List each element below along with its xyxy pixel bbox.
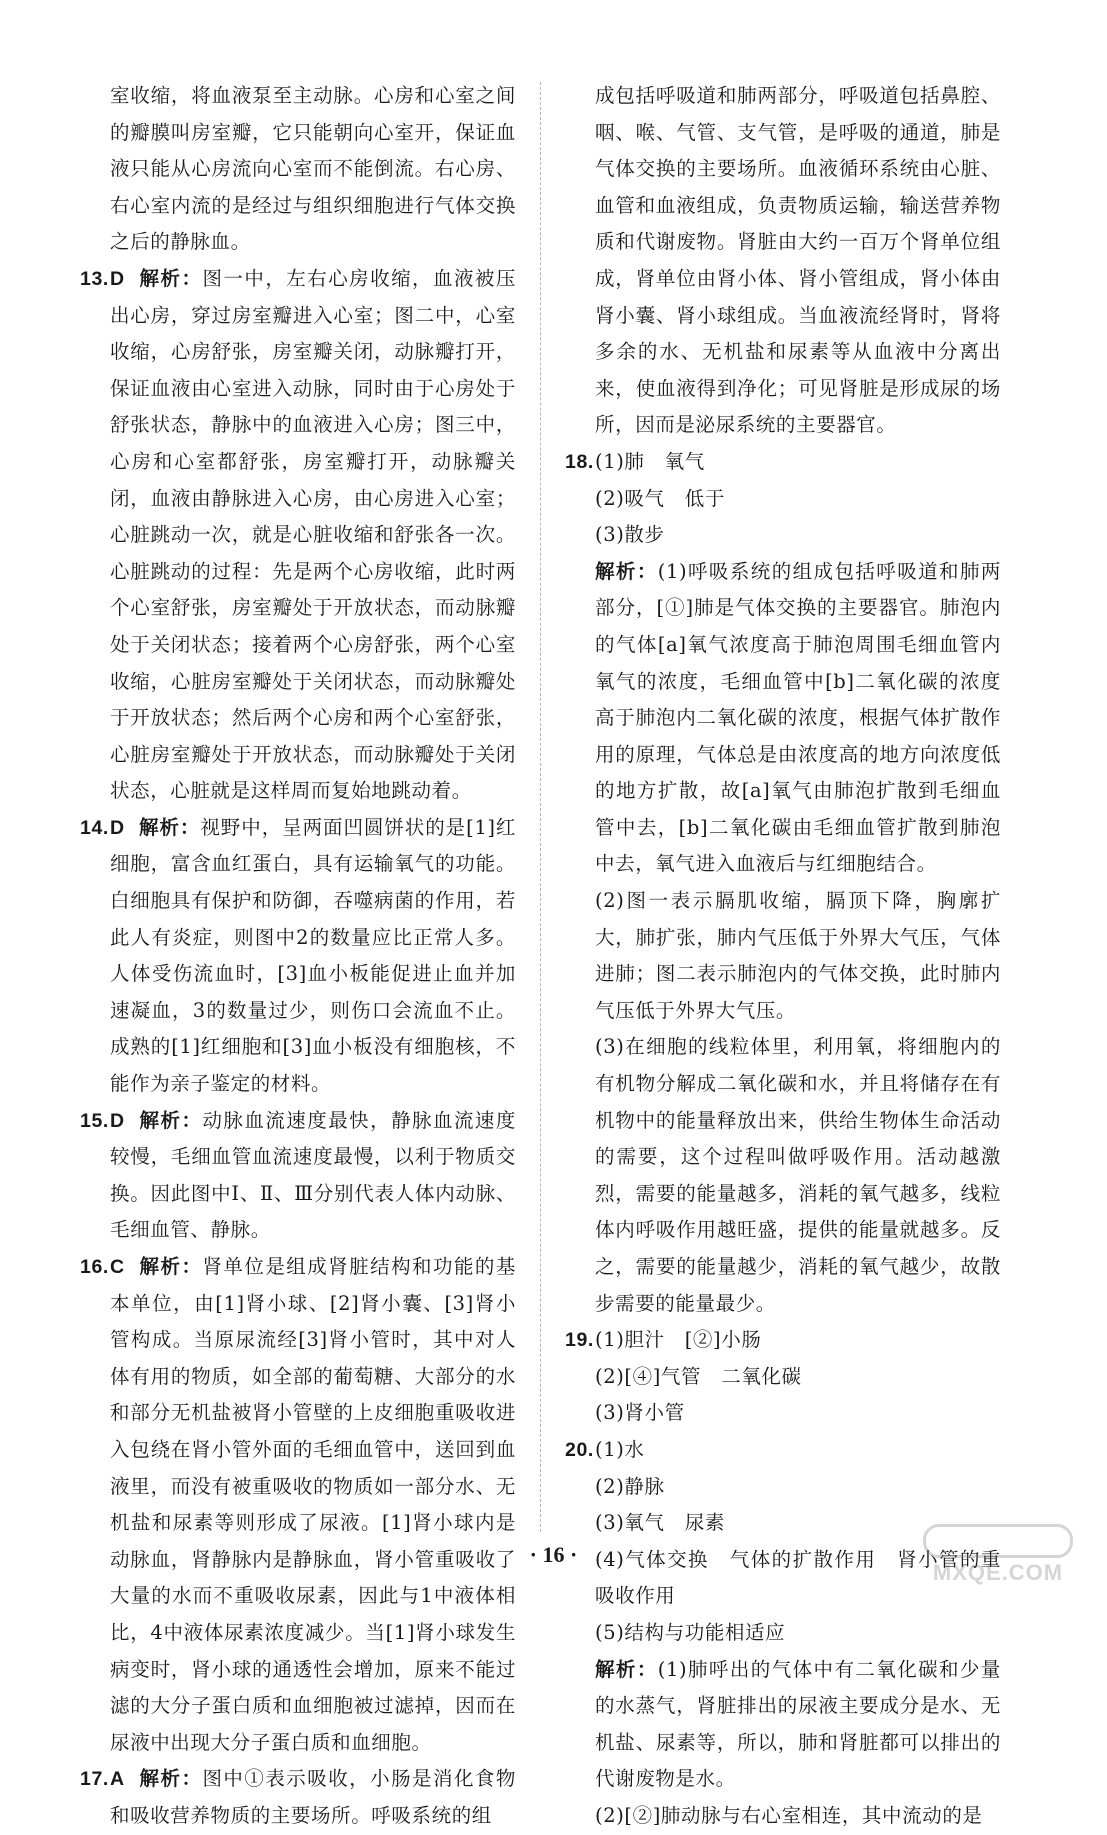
answer-16 <box>80 1249 516 1761</box>
answer-choice: D <box>110 816 125 839</box>
answer-13 <box>80 261 516 810</box>
watermark-logo <box>913 1524 1083 1586</box>
analysis-text: 图一中，左右心房收缩，血液被压出心房，穿过房室瓣进入心室；图二中，心室收缩，心房舒张，房室瓣关闭，动脉瓣打开，保证血液由心室进入动脉，同时由于心房处于舒张状态，静脉中的血液进入心房；图三中，心房和心室都舒张，房室瓣打开，动脉瓣关闭，血液由静脉进入心房，由心房进入心室；心脏跳动一次，就是心脏收缩和舒张各一次。心脏跳动的过程：先是两个心房收缩，此时两个心室舒张，房室瓣处于开放状态，而动脉瓣处于关闭状态；接着两个心房舒张，两个心室收缩，心脏房室瓣处于关闭状态，而动脉瓣处于开放状态；然后两个心房和两个心室舒张，心脏房室瓣处于开放状态，而动脉瓣处于关闭状态，心脏就是这样周而复始地跳动着。 <box>110 266 516 803</box>
watermark-logo-icon <box>923 1524 1073 1558</box>
analysis-text: (2)图一表示膈肌收缩，膈顶下降，胸廓扩大，肺扩张，肺内气压低于外界大气压，气体进肺；图二表示肺泡内的气体交换，此时肺内气压低于外界大气压。 <box>595 889 1001 1022</box>
sub-answer: (1)肺 氧气 <box>595 449 705 473</box>
question-number: 14. <box>80 816 109 839</box>
answer-15 <box>80 1103 516 1249</box>
right-lead-paragraph: 成包括呼吸道和肺两部分，呼吸道包括鼻腔、咽、喉、气管、支气管，是呼吸的通道，肺是气体交换的主要场所。血液循环系统由心脏、血管和血液组成，负责物质运输，输送营养物质和代谢废物。肾脏由大约一百万个肾单位组成，肾单位由肾小体、肾小管组成，肾小体由肾小囊、肾小球组成。当血液流经肾时，肾将多余的水、无机盐和尿素等从血液中分离出来，使血液得到净化；可见肾脏是形成尿的场所，因而是泌尿系统的主要器官。 <box>595 84 1001 437</box>
analysis-text: (1)肺呼出的气体中有二氧化碳和少量的水蒸气，肾脏排出的尿液主要成分是水、无机盐、尿素等，所以，肺和肾脏都可以排出的代谢废物是水。 <box>595 1657 1001 1791</box>
sub-answer: (4)气体交换 气体的扩散作用 肾小管的重吸收作用 <box>595 1547 1001 1608</box>
sub-answer: (3)氧气 尿素 <box>595 1511 725 1535</box>
analysis-label: 解析： <box>138 815 201 839</box>
analysis-text: 肾单位是组成肾脏结构和功能的基本单位，由[1]肾小球、[2]肾小囊、[3]肾小管构成。当原尿流经[3]肾小管时，其中对人体有用的物质，如全部的葡萄糖、大部分的水和部分无机盐被肾小管壁的上皮细胞重吸收进入包绕在肾小管外面的毛细血管中，送回到血液里，而没有被重吸收的物质如一部分水、无机盐和尿素等则形成了尿液。[1]肾小球内是动脉血，肾静脉内是静脉血，肾小管重吸收了大量的水而不重吸收尿素，因此与1中液体相比，4中液体尿素浓度减少。当[1]肾小球发生病变时，肾小球的通透性会增加，原来不能过滤的大分子蛋白质和血细胞被过滤掉，因而在尿液中出现大分子蛋白质和血细胞。 <box>110 1255 516 1754</box>
analysis-label: 解析： <box>138 1108 203 1132</box>
analysis-label: 解析： <box>595 1657 658 1681</box>
answer-choice: D <box>110 267 125 290</box>
analysis-label: 解析： <box>595 559 658 583</box>
analysis-label: 解析： <box>138 1767 203 1791</box>
left-column <box>80 78 516 1835</box>
sub-answer: (1)胆汁 [②]小肠 <box>595 1328 762 1352</box>
answer-18 <box>565 444 1001 1322</box>
question-number: 18. <box>565 450 594 473</box>
column-divider <box>540 82 541 1532</box>
analysis-text: 视野中，呈两面凹圆饼状的是[1]红细胞，富含血红蛋白，具有运输氧气的功能。白细胞具有保护和防御，吞噬病菌的作用，若此人有炎症，则图中2的数量应比正常人多。人体受伤流血时，[3]血小板能促进止血并加速凝血，3的数量过少，则伤口会流血不止。成熟的[1]红细胞和[3]血小板没有细胞核，不能作为亲子鉴定的材料。 <box>110 815 516 1096</box>
left-lead-paragraph: 室收缩，将血液泵至主动脉。心房和心室之间的瓣膜叫房室瓣，它只能朝向心室开，保证血液只能从心房流向心室而不能倒流。右心房、右心室内流的是经过与组织细胞进行气体交换之后的静脉血。 <box>110 84 516 254</box>
sub-answer: (2)吸气 低于 <box>595 486 725 510</box>
answer-choice: D <box>110 1109 125 1132</box>
sub-answer: (3)散步 <box>595 523 665 547</box>
sub-answer: (2)静脉 <box>595 1474 665 1498</box>
question-number: 16. <box>80 1256 109 1278</box>
analysis-text: 图中①表示吸收，小肠是消化食物和吸收营养物质的主要场所。呼吸系统的组 <box>110 1767 516 1827</box>
analysis-text: (3)在细胞的线粒体里，利用氧，将细胞内的有机物分解成二氧化碳和水，并且将储存在有机物中的能量释放出来，供给生物体生命活动的需要，这个过程叫做呼吸作用。活动越激烈，需要的能量越多，消耗的氧气越多，线粒体内呼吸作用越旺盛，提供的能量就越多。反之，需要的能量越少，消耗的氧气越少，故散步需要的能量最少。 <box>595 1035 1001 1315</box>
question-number: 13. <box>80 267 109 290</box>
question-number: 17. <box>80 1768 109 1791</box>
answer-17 <box>80 1761 516 1834</box>
sub-answer: (3)肾小管 <box>595 1401 685 1425</box>
sub-answer: (5)结构与功能相适应 <box>595 1620 786 1644</box>
answer-choice: A <box>110 1768 125 1791</box>
analysis-text: (1)呼吸系统的组成包括呼吸道和肺两部分，[①]肺是气体交换的主要器官。肺泡内的气体[a]氧气浓度高于肺泡周围毛细血管内氧气的浓度，毛细血管中[b]二氧化碳的浓度高于肺泡内二氧化碳的浓度，根据气体扩散作用的原理，气体总是由浓度高的地方向浓度低的地方扩散，故[a]氧气由肺泡扩散到毛细血管中去，[b]二氧化碳由毛细血管扩散到肺泡中去，氧气进入血液后与红细胞结合。 <box>595 559 1001 876</box>
answer-14 <box>80 810 516 1103</box>
answer-19 <box>565 1322 1001 1432</box>
watermark-text: MXQE.COM <box>932 1560 1064 1585</box>
analysis-text: 动脉血流速度最快，静脉血流速度较慢，毛细血管血流速度最慢，以利于物质交换。因此图中Ⅰ、Ⅱ、Ⅲ分别代表人体内动脉、毛细血管、静脉。 <box>110 1108 516 1242</box>
analysis-label: 解析： <box>138 266 203 290</box>
analysis-text: (2)[②]肺动脉与右心室相连，其中流动的是 <box>595 1803 983 1827</box>
sub-answer: (2)[④]气管 二氧化碳 <box>595 1364 802 1388</box>
sub-answer: (1)水 <box>595 1437 645 1461</box>
answer-20 <box>565 1432 1001 1835</box>
page-number: · 16 · <box>529 1542 578 1567</box>
question-number: 19. <box>565 1329 594 1352</box>
question-number: 20. <box>565 1438 594 1461</box>
analysis-label: 解析： <box>138 1255 203 1278</box>
question-number: 15. <box>80 1109 109 1132</box>
answer-choice: C <box>110 1256 125 1278</box>
